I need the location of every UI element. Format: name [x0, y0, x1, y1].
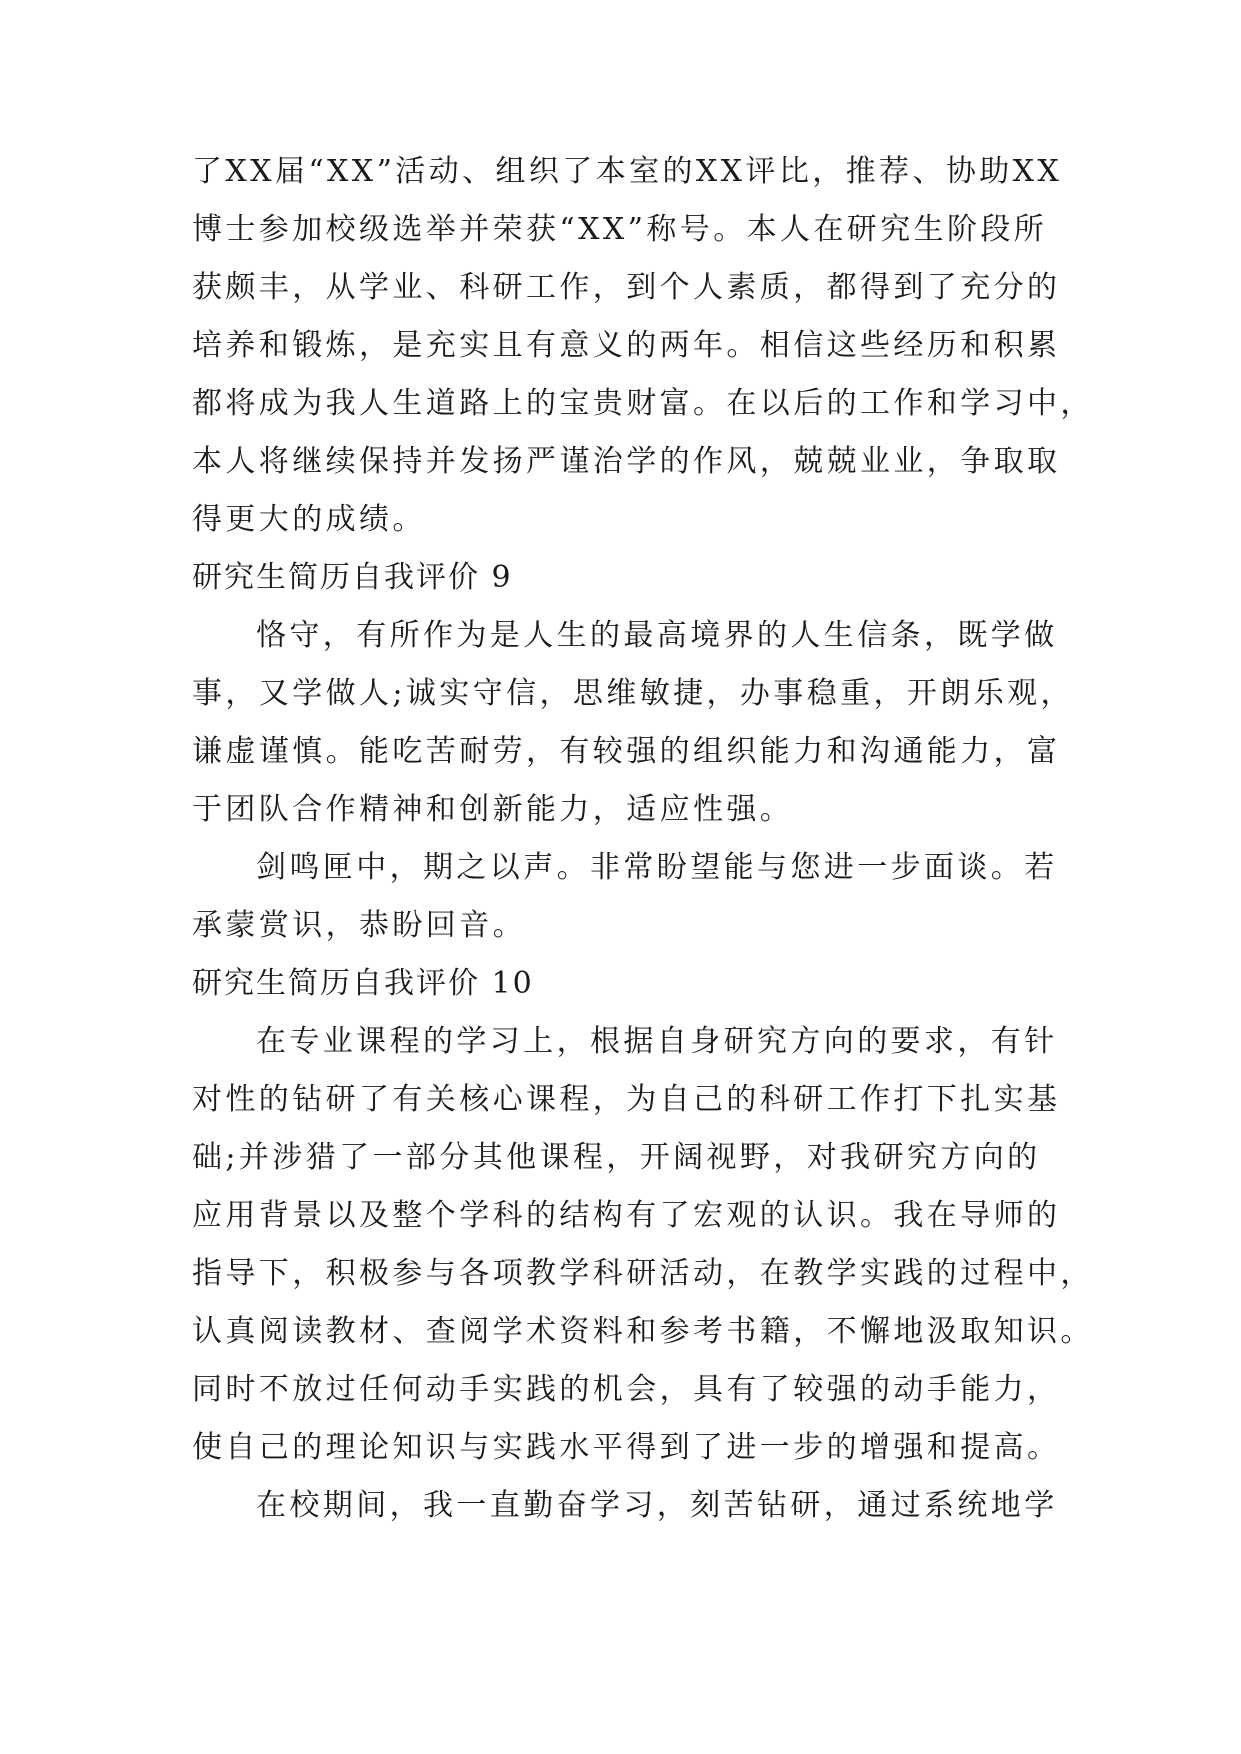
section-heading: 研究生简历自我评价 10 — [192, 966, 534, 1001]
paragraph-first-line: 剑鸣匣中，期之以声。非常盼望能与您进一步面谈。若 — [256, 850, 1058, 885]
text-line: 博士参加校级选举并荣获“XX”称号。本人在研究生阶段所 — [192, 212, 1048, 247]
text-line: 事，又学做人;诚实守信，思维敏捷，办事稳重，开朗乐观， — [192, 676, 1074, 711]
paragraph-first-line: 在专业课程的学习上，根据自身研究方向的要求，有针 — [256, 1024, 1058, 1059]
text-line: 本人将继续保持并发扬严谨治学的作风，兢兢业业，争取取 — [192, 444, 1061, 479]
text-line: 于团队合作精神和创新能力，适应性强。 — [192, 792, 794, 827]
text-line: 得更大的成绩。 — [192, 502, 426, 537]
section-heading: 研究生简历自我评价 9 — [192, 560, 513, 595]
text-line: 认真阅读教材、查阅学术资料和参考书籍，不懈地汲取知识。 — [192, 1314, 1094, 1349]
text-line: 使自己的理论知识与实践水平得到了进一步的增强和提高。 — [192, 1430, 1061, 1465]
text-line: 指导下，积极参与各项教学科研活动，在教学实践的过程中， — [192, 1256, 1094, 1291]
text-line: 应用背景以及整个学科的结构有了宏观的认识。我在导师的 — [192, 1198, 1061, 1233]
text-line: 承蒙赏识，恭盼回音。 — [192, 908, 526, 943]
text-line: 获颇丰，从学业、科研工作，到个人素质，都得到了充分的 — [192, 270, 1061, 305]
text-line: 础;并涉猎了一部分其他课程，开阔视野，对我研究方向的 — [192, 1140, 1041, 1175]
paragraph-first-line: 在校期间，我一直勤奋学习，刻苦钻研，通过系统地学 — [256, 1488, 1058, 1523]
text-line: 对性的钻研了有关核心课程，为自己的科研工作打下扎实基 — [192, 1082, 1061, 1117]
text-line: 谦虚谨慎。能吃苦耐劳，有较强的组织能力和沟通能力，富 — [192, 734, 1061, 769]
text-line: 了XX届“XX”活动、组织了本室的XX评比，推荐、协助XX — [192, 154, 1063, 189]
text-line: 同时不放过任何动手实践的机会，具有了较强的动手能力， — [192, 1372, 1061, 1407]
text-line: 培养和锻炼，是充实且有意义的两年。相信这些经历和积累 — [192, 328, 1061, 363]
text-line: 都将成为我人生道路上的宝贵财富。在以后的工作和学习中， — [192, 386, 1094, 421]
paragraph-first-line: 恪守，有所作为是人生的最高境界的人生信条，既学做 — [256, 618, 1058, 653]
